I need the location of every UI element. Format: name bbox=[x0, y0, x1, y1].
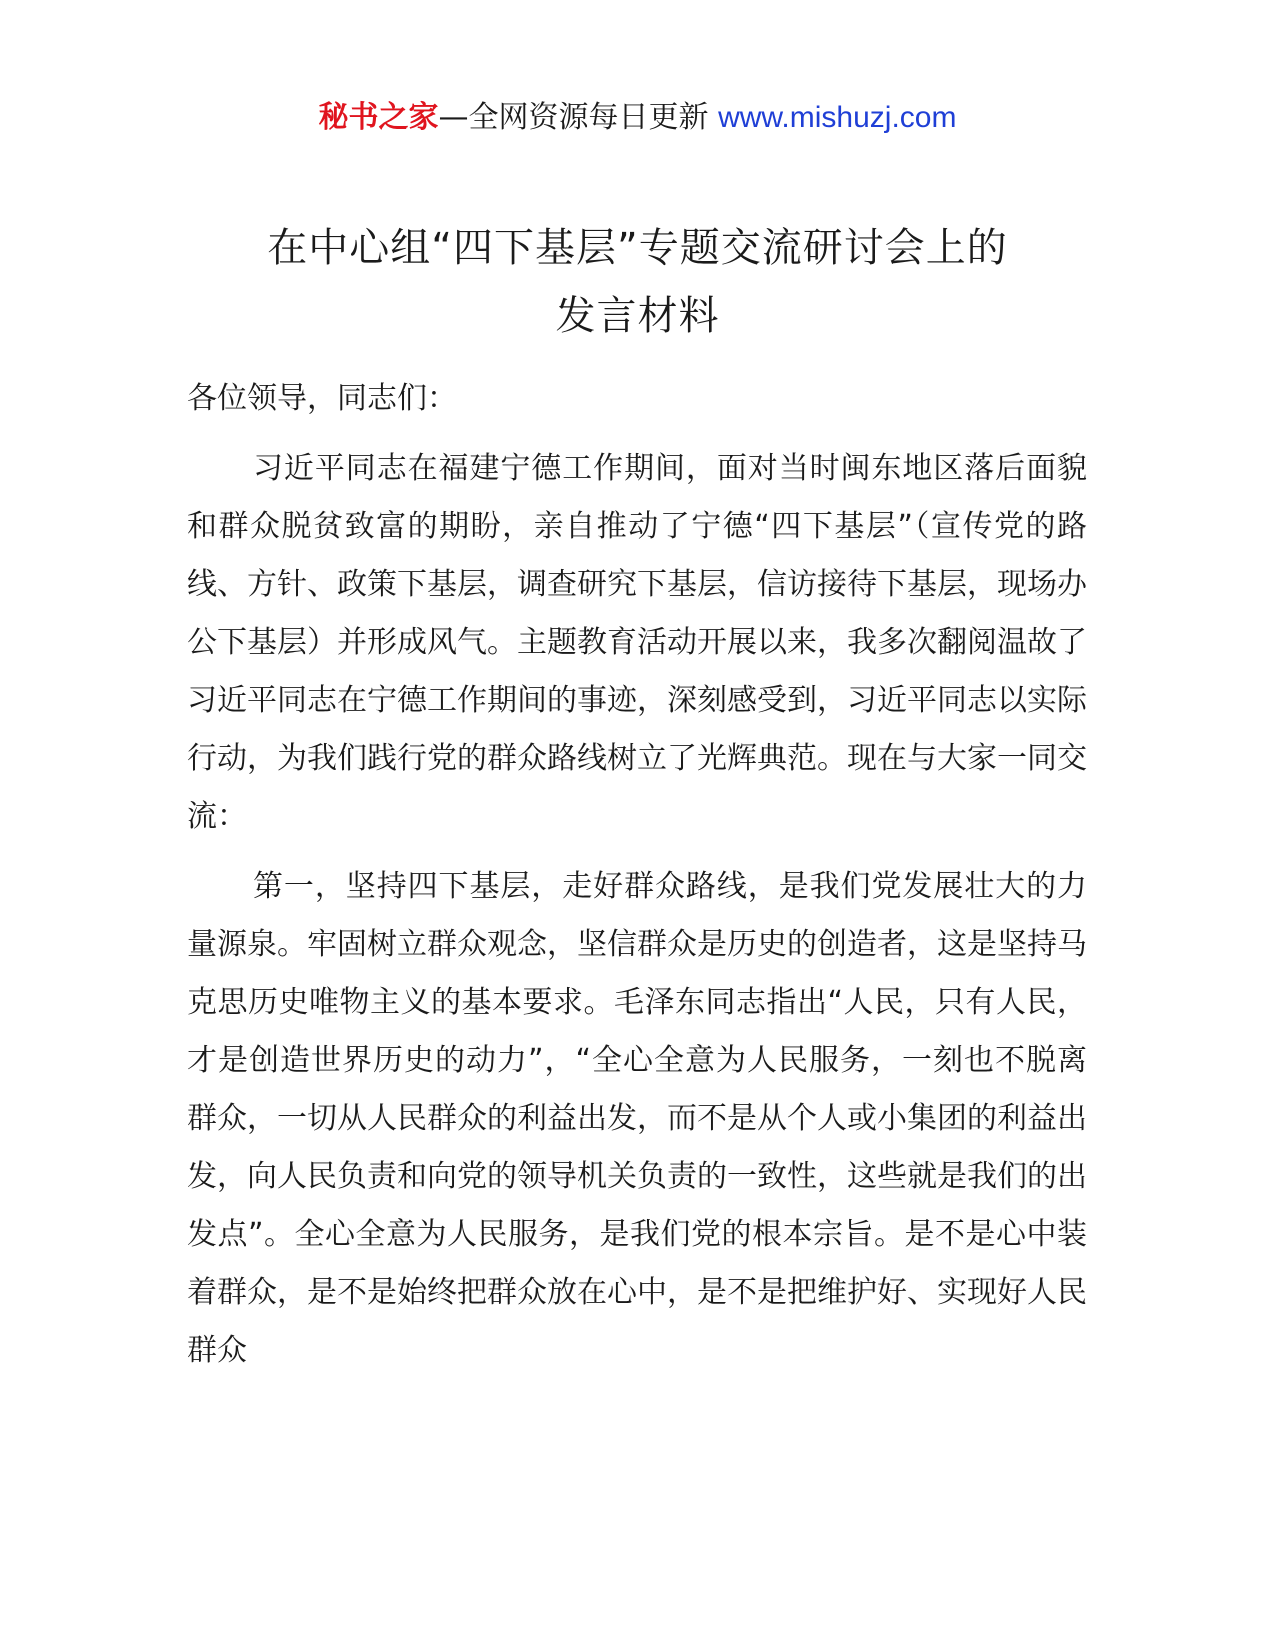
title-line-1: 在中心组“四下基层”专题交流研讨会上的 bbox=[267, 225, 1008, 271]
header-tagline: —全网资源每日更新 bbox=[438, 100, 709, 135]
document-title bbox=[0, 214, 1275, 350]
paragraph-intro: 习近平同志在福建宁德工作期间，面对当时闽东地区落后面貌和群众脱贫致富的期盼，亲自推动了宁德“四下基层”（宣传党的路线、方针、政策下基层，调查研究下基层，信访接待下基层，现场办公下基层）并形成风气。主题教育活动开展以来，我多次翻阅温故了习近平同志在宁德工作期间的事迹，深刻感受到，习近平同志以实际行动，为我们践行党的群众路线树立了光辉典范。现在与大家一同交流： bbox=[187, 451, 1087, 834]
greeting: 各位领导，同志们： bbox=[187, 381, 457, 416]
title-line-2: 发言材料 bbox=[555, 293, 720, 339]
brand-name: 秘书之家 bbox=[318, 100, 439, 135]
paragraph-first-point: 第一，坚持四下基层，走好群众路线，是我们党发展壮大的力量源泉。牢固树立群众观念，坚信群众是历史的创造者，这是坚持马克思历史唯物主义的基本要求。毛泽东同志指出“人民，只有人民，才是创造世界历史的动力”，“全心全意为人民服务，一刻也不脱离群众，一切从人民群众的利益出发，而不是从个人或小集团的利益出发，向人民负责和向党的领导机关负责的一致性，这些就是我们的出发点”。全心全意为人民服务，是我们党的根本宗旨。是不是心中装着群众，是不是始终把群众放在心中，是不是把维护好、实现好人民群众 bbox=[187, 869, 1087, 1368]
site-url-link[interactable]: www.mishuzj.com bbox=[718, 101, 957, 134]
document-body bbox=[187, 370, 1087, 1392]
site-header bbox=[0, 98, 1275, 138]
